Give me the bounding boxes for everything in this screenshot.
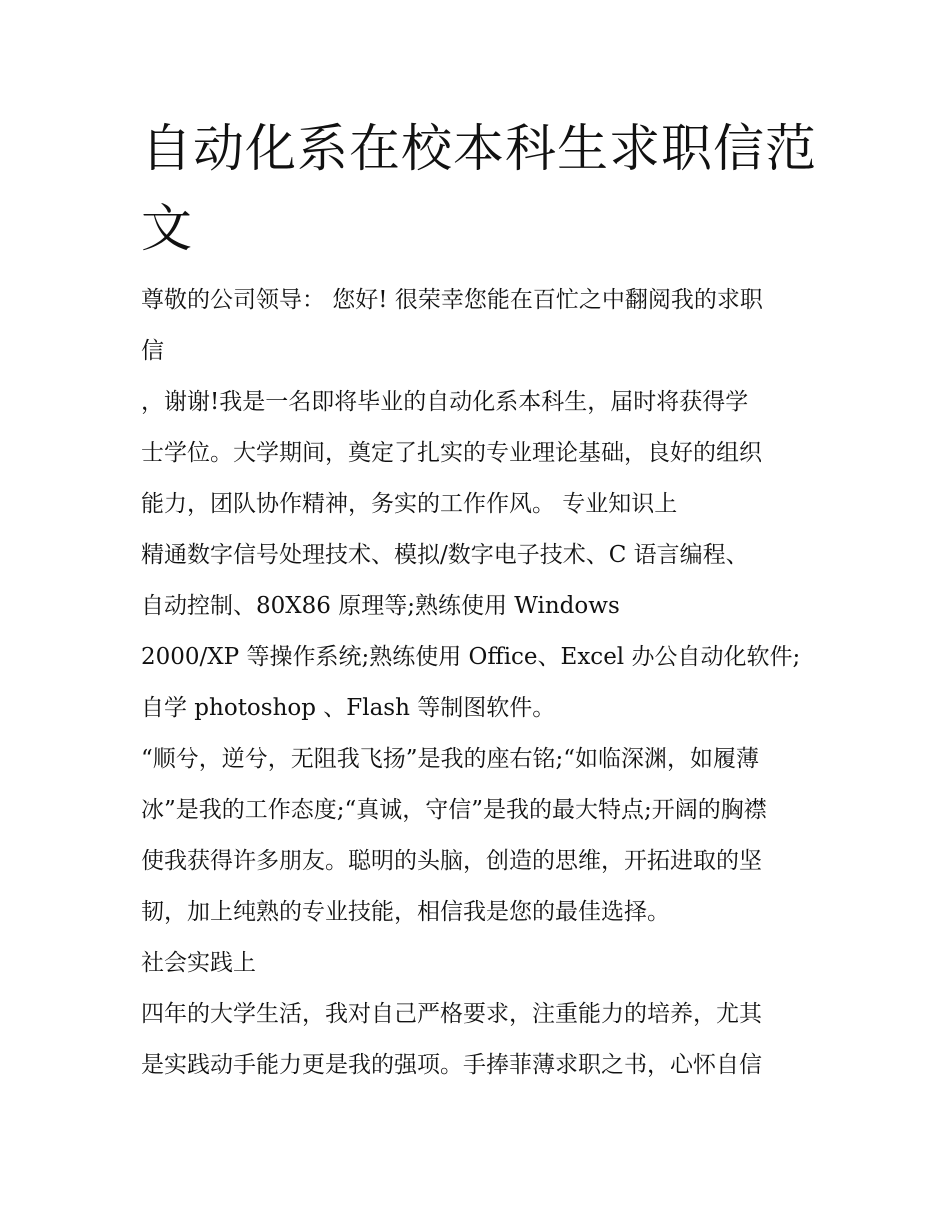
body-line: 冰”是我的工作态度;“真诚，守信”是我的最大特点;开阔的胸襟 [141,797,767,823]
body-line: 自学 photoshop 、Flash 等制图软件。 [141,695,556,721]
body-line: 2000/XP 等操作系统;熟练使用 Office、Excel 办公自动化软件; [141,644,801,670]
body-line: 能力，团队协作精神，务实的工作作风。 专业知识上 [141,491,678,517]
body-line: 使我获得许多朋友。聪明的头脑，创造的思维，开拓进取的坚 [141,848,762,874]
body-line: 韧，加上纯熟的专业技能，相信我是您的最佳选择。 [141,899,670,925]
body-line: 精通数字信号处理技术、模拟/数字电子技术、C 语言编程、 [141,542,749,568]
body-line: 士学位。大学期间，奠定了扎实的专业理论基础，良好的组织 [141,440,762,466]
body-line: 是实践动手能力更是我的强项。手捧菲薄求职之书，心怀自信 [141,1052,762,1078]
document-title [141,110,821,270]
body-line: 信 [141,338,164,364]
title-line: 文 [141,200,194,259]
body-line: 四年的大学生活，我对自己严格要求，注重能力的培养，尤其 [141,1001,762,1027]
body-line: 自动控制、80X86 原理等;熟练使用 Windows [141,593,620,619]
body-line: ，谢谢!我是一名即将毕业的自动化系本科生，届时将获得学 [141,389,749,415]
title-line: 自动化系在校本科生求职信范 [141,120,818,179]
body-line: 社会实践上 [141,950,256,976]
body-line: “顺兮，逆兮，无阻我飞扬”是我的座右铭;“如临深渊，如履薄 [141,746,760,772]
body-line: 尊敬的公司领导： 您好! 很荣幸您能在百忙之中翻阅我的求职 [141,287,763,313]
